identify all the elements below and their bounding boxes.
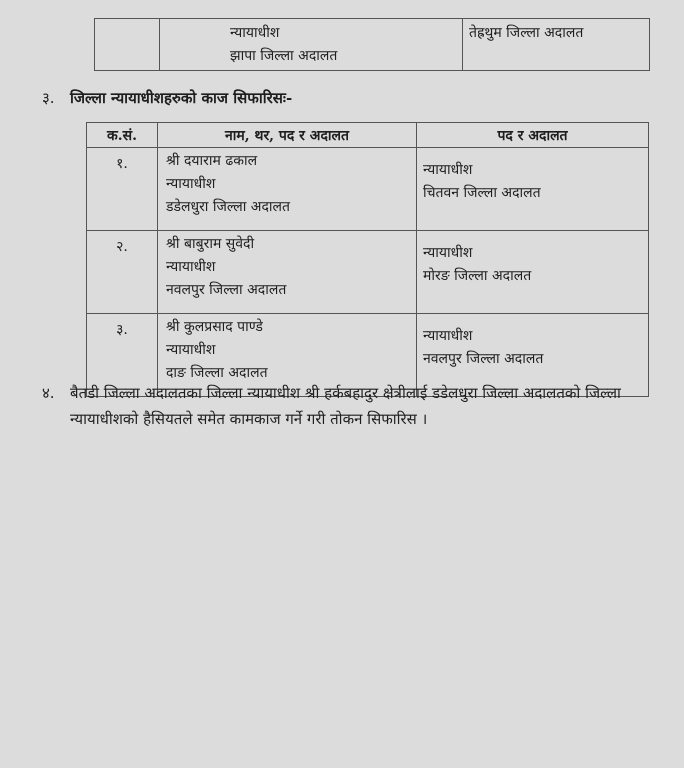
- serial-cell: २.: [87, 231, 158, 314]
- serial-cell: ३.: [87, 314, 158, 397]
- name-cell: [158, 148, 417, 231]
- person-name: श्री बाबुराम सुवेदी: [166, 236, 255, 252]
- section-4-text: बैतडी जिल्ला अदालतका जिल्ला न्यायाधीश श्री हर्कबहादुर क्षेत्रीलाई डडेलधुरा जिल्ला अदालतको जिल्ला न्यायाधीशको हैसियतले समेत कामकाज गर्ने गरी तोकन सिफारिस ।: [70, 384, 621, 428]
- designation-text: न्यायाधीश: [166, 342, 216, 358]
- header-serial: क.सं.: [87, 123, 158, 148]
- section-title: जिल्ला न्यायाधीशहरुको काज सिफारिसः-: [70, 89, 293, 107]
- table-row: [87, 148, 649, 231]
- section-3-heading: [42, 88, 292, 108]
- header-name: नाम, थर, पद र अदालत: [158, 123, 417, 148]
- assignment-cell: [417, 148, 649, 231]
- court-text: चितवन जिल्ला अदालत: [423, 185, 541, 201]
- designation-text: न्यायाधीश: [423, 245, 473, 261]
- court-text: मोरङ जिल्ला अदालत: [423, 268, 532, 284]
- court-text: झापा जिल्ला अदालत: [230, 48, 338, 64]
- person-name: श्री कुलप्रसाद पाण्डे: [166, 319, 263, 335]
- court-text: तेह्रथुम जिल्ला अदालत: [469, 25, 584, 41]
- serial-cell: [95, 19, 160, 71]
- person-name: श्री दयाराम ढकाल: [166, 153, 258, 169]
- assignment-cell: [417, 231, 649, 314]
- section-number: ४.: [42, 384, 55, 402]
- section-number: ३.: [42, 89, 55, 107]
- name-cell: [158, 231, 417, 314]
- section-4-paragraph: [42, 380, 670, 432]
- recommendation-table: [86, 122, 649, 397]
- court-text: नवलपुर जिल्ला अदालत: [423, 351, 544, 367]
- table-row: [87, 231, 649, 314]
- header-post: पद र अदालत: [417, 123, 649, 148]
- table-row: [95, 19, 650, 71]
- designation-text: न्यायाधीश: [423, 328, 473, 344]
- court-text: नवलपुर जिल्ला अदालत: [166, 282, 287, 298]
- previous-table-fragment: [94, 18, 650, 71]
- designation-text: न्यायाधीश: [423, 162, 473, 178]
- designation-text: न्यायाधीश: [166, 176, 216, 192]
- serial-cell: १.: [87, 148, 158, 231]
- assignment-cell: [463, 19, 650, 71]
- table-header-row: [87, 123, 649, 148]
- court-text: डडेलधुरा जिल्ला अदालत: [166, 199, 291, 215]
- designation-text: न्यायाधीश: [166, 259, 216, 275]
- designation-text: न्यायाधीश: [230, 25, 280, 41]
- court-text: दाङ जिल्ला अदालत: [166, 365, 268, 381]
- name-cell: [160, 19, 463, 71]
